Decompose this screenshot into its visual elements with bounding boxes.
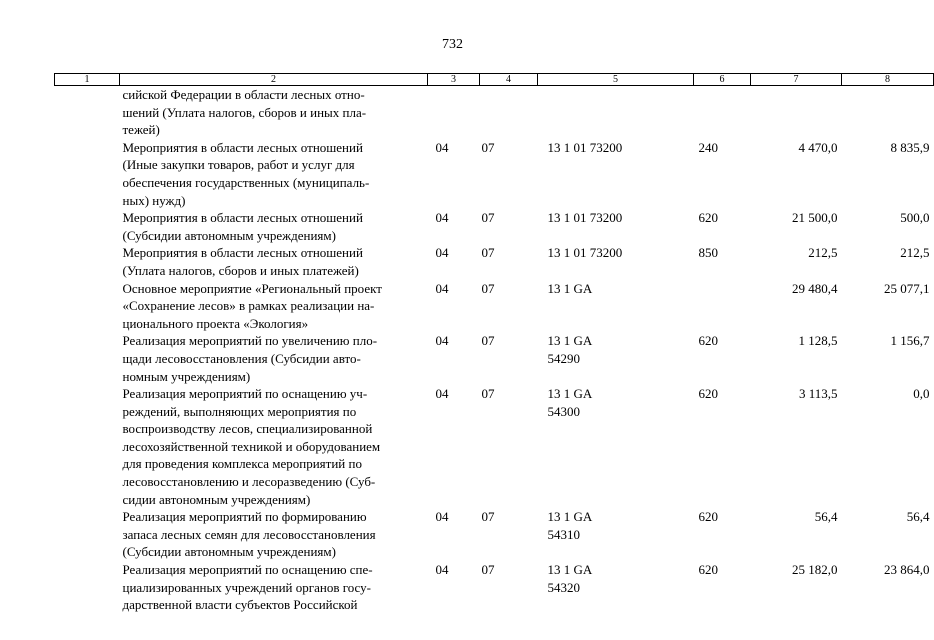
subsection-code-cell: 07 [481, 509, 495, 525]
amount-year-2-cell: 1 156,7 [890, 333, 930, 349]
target-article-cell: 13 1 GA 54310 [547, 509, 593, 542]
column-header: 2 [120, 74, 428, 86]
description-cell: Реализация мероприятий по оснащению спе- циализированных учреждений органов госу- дарственной власти субъектов Российской [122, 562, 373, 613]
target-article-cell: 13 1 GA 54290 [547, 333, 593, 366]
section-code-cell: 04 [435, 386, 449, 402]
section-code-cell: 04 [435, 280, 449, 296]
target-article-cell [538, 86, 694, 139]
description-cell: Мероприятия в области лесных отношений (Иные закупки товаров, работ и услуг для обеспечения государственных (муниципаль- ных) нужд) [122, 139, 370, 208]
empty-cell [55, 561, 120, 614]
expense-type-cell: 240 [698, 139, 718, 155]
expense-type-cell: 620 [698, 333, 718, 349]
amount-year-1-cell: 212,5 [808, 245, 838, 261]
subsection-code-cell: 07 [481, 333, 495, 349]
section-code-cell [428, 86, 480, 139]
expense-type-cell: 620 [698, 386, 718, 402]
column-header: 7 [751, 74, 842, 86]
column-header: 3 [428, 74, 480, 86]
expense-type-cell: 620 [698, 210, 718, 226]
section-code-cell: 04 [435, 333, 449, 349]
amount-year-1-cell: 3 113,5 [798, 386, 838, 402]
description-cell: сийской Федерации в области лесных отно- шений (Уплата налогов, сборов и иных пла- тежей) [122, 87, 367, 138]
expense-type-cell [694, 280, 751, 333]
section-code-cell: 04 [435, 210, 449, 226]
target-article-cell: 13 1 01 73200 [547, 210, 623, 226]
amount-year-2-cell: 8 835,9 [890, 139, 930, 155]
amount-year-1-cell: 25 182,0 [792, 562, 838, 578]
empty-cell [55, 280, 120, 333]
column-header: 8 [842, 74, 934, 86]
amount-year-1-cell [751, 86, 842, 139]
table-row [55, 561, 934, 614]
description-cell: Реализация мероприятий по формированию запаса лесных семян для лесовосстановления (Субсидии автономным учреждениям) [122, 509, 376, 560]
section-code-cell: 04 [435, 245, 449, 261]
budget-table [54, 73, 934, 614]
description-cell: Основное мероприятие «Региональный проект «Сохранение лесов» в рамках реализации на- ционального проекта «Экология» [122, 280, 382, 331]
description-cell: Мероприятия в области лесных отношений (Субсидии автономным учреждениям) [122, 210, 363, 243]
page-number: 732 [442, 37, 463, 52]
amount-year-1-cell: 1 128,5 [798, 333, 838, 349]
amount-year-2-cell: 25 077,1 [884, 280, 930, 296]
amount-year-1-cell: 29 480,4 [792, 280, 838, 296]
amount-year-2-cell: 23 864,0 [884, 562, 930, 578]
expense-type-cell [694, 86, 751, 139]
target-article-cell: 13 1 GA 54300 [547, 386, 593, 419]
section-code-cell: 04 [435, 509, 449, 525]
column-header: 4 [480, 74, 538, 86]
target-article-cell: 13 1 01 73200 [547, 139, 623, 155]
target-article-cell: 13 1 01 73200 [547, 245, 623, 261]
subsection-code-cell: 07 [481, 562, 495, 578]
amount-year-2-cell: 56,4 [906, 509, 930, 525]
amount-year-1-cell: 21 500,0 [792, 210, 838, 226]
empty-cell [55, 139, 120, 209]
empty-cell [55, 86, 120, 139]
section-code-cell: 04 [435, 562, 449, 578]
subsection-code-cell [480, 86, 538, 139]
column-header: 1 [55, 74, 120, 86]
empty-cell [55, 209, 120, 244]
description-cell: Реализация мероприятий по оснащению уч- реждений, выполняющих мероприятия по воспроизводству лесов, специализированной лесохозяйственной техникой и оборудованием для проведения комплекса мероприятий по лесовосстановлению и лесоразведению (Суб- сидии автономным учреждениям) [122, 386, 381, 507]
subsection-code-cell: 07 [481, 386, 495, 402]
table-row [55, 385, 934, 508]
section-code-cell: 04 [435, 139, 449, 155]
description-cell: Мероприятия в области лесных отношений (Уплата налогов, сборов и иных платежей) [122, 245, 363, 278]
amount-year-2-cell: 212,5 [900, 245, 930, 261]
target-article-cell: 13 1 GA [547, 280, 593, 296]
empty-cell [55, 385, 120, 508]
amount-year-1-cell: 56,4 [814, 509, 838, 525]
amount-year-2-cell [842, 86, 934, 139]
amount-year-2-cell: 500,0 [900, 210, 930, 226]
subsection-code-cell: 07 [481, 139, 495, 155]
subsection-code-cell: 07 [481, 280, 495, 296]
table-row [55, 139, 934, 209]
amount-year-2-cell: 0,0 [913, 386, 930, 402]
empty-cell [55, 244, 120, 279]
column-number-row [55, 74, 934, 86]
empty-cell [55, 332, 120, 385]
table-row [55, 508, 934, 561]
expense-type-cell: 850 [698, 245, 718, 261]
expense-type-cell: 620 [698, 562, 718, 578]
expense-type-cell: 620 [698, 509, 718, 525]
table-row [55, 280, 934, 333]
table-row [55, 244, 934, 279]
table-row [55, 209, 934, 244]
column-header: 5 [538, 74, 694, 86]
subsection-code-cell: 07 [481, 245, 495, 261]
table-row [55, 86, 934, 139]
amount-year-1-cell: 4 470,0 [798, 139, 838, 155]
target-article-cell: 13 1 GA 54320 [547, 562, 593, 595]
description-cell: Реализация мероприятий по увеличению пло- щади лесовосстановления (Субсидии авто- номным учреждениям) [122, 333, 378, 384]
empty-cell [55, 508, 120, 561]
table-row [55, 332, 934, 385]
column-header: 6 [694, 74, 751, 86]
subsection-code-cell: 07 [481, 210, 495, 226]
